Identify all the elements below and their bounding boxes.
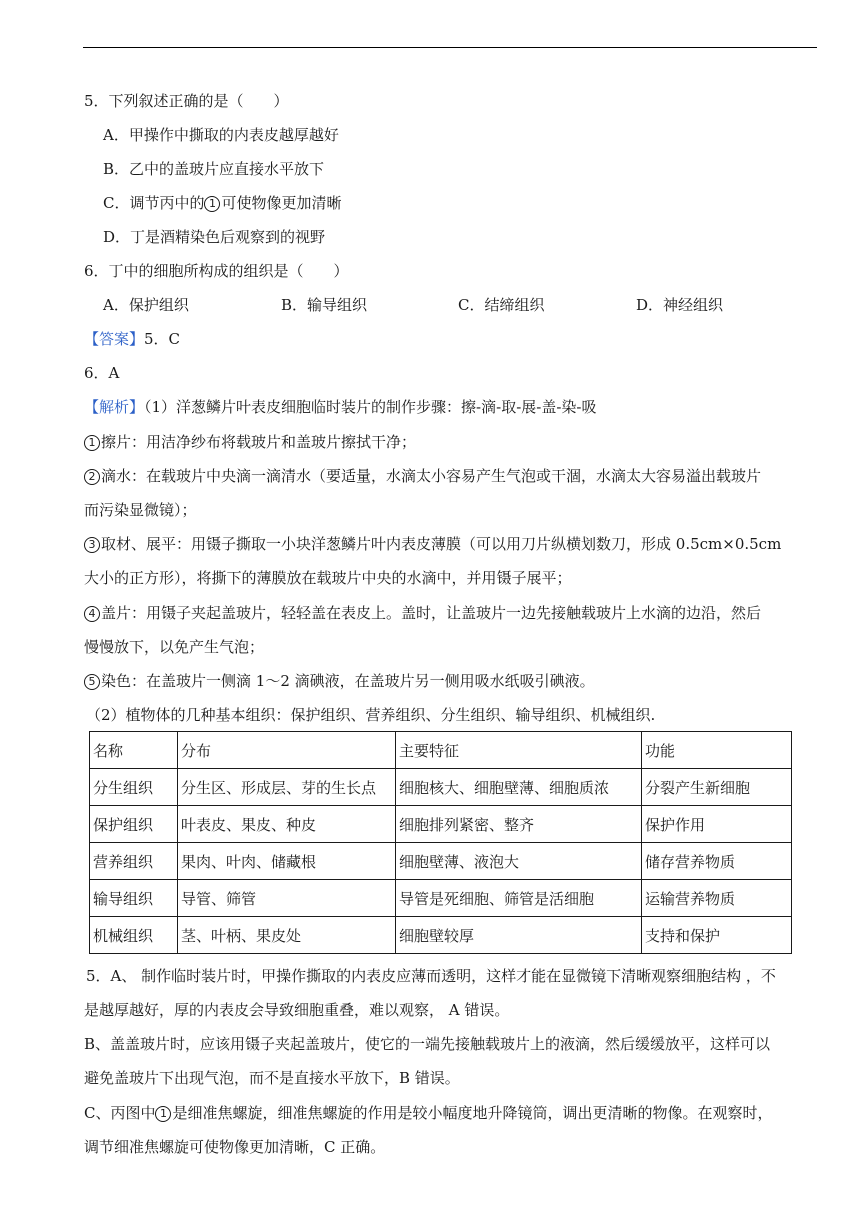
table-cell: 支持和保护 — [642, 917, 792, 954]
table-row — [90, 880, 792, 917]
answer-5: 5．C — [144, 330, 181, 348]
q5-option-c — [103, 193, 342, 213]
explain-c-line2: 调节细准焦螺旋可使物像更加清晰，C 正确。 — [84, 1138, 386, 1156]
table-cell: 分裂产生新细胞 — [642, 769, 792, 806]
q6-option-d: D．神经组织 — [636, 296, 724, 314]
table-cell: 运输营养物质 — [642, 880, 792, 917]
analysis-part2: （2）植物体的几种基本组织：保护组织、营养组织、分生组织、输导组织、机械组织. — [86, 706, 656, 724]
circled-number: 3 — [84, 537, 100, 553]
table-cell: 分生组织 — [90, 769, 178, 806]
step-text: 盖片：用镊子夹起盖玻片，轻轻盖在表皮上。盖时，让盖玻片一边先接触载玻片上水滴的边沿，然后 — [101, 604, 762, 622]
q5-option-a: A．甲操作中撕取的内表皮越厚越好 — [103, 126, 339, 144]
table-cell: 分生区、形成层、芽的生长点 — [178, 769, 396, 806]
circled-number: 4 — [84, 606, 100, 622]
table-cell: 叶表皮、果皮、种皮 — [178, 806, 396, 843]
q5-option-b: B．乙中的盖玻片应直接水平放下 — [103, 160, 325, 178]
table-cell: 导管、筛管 — [178, 880, 396, 917]
answer-tag: 【答案】 — [84, 330, 145, 348]
table-cell: 输导组织 — [90, 880, 178, 917]
circled-number: 2 — [84, 469, 100, 485]
explain-a-line1: 5．A、 制作临时装片时，甲操作撕取的内表皮应薄而透明，这样才能在显微镜下清晰观察细胞结构 ，不 — [86, 967, 776, 985]
q5-option-d: D．丁是酒精染色后观察到的视野 — [103, 228, 326, 246]
table-cell: 储存营养物质 — [642, 843, 792, 880]
header-rule — [83, 47, 817, 48]
q5-option-c-prefix: C．调节丙中的 — [103, 194, 205, 212]
analysis-intro — [84, 397, 596, 417]
table-row — [90, 917, 792, 954]
answer-line — [84, 329, 180, 349]
circled-number: 1 — [84, 435, 100, 451]
step-4 — [84, 603, 761, 623]
table-cell: 细胞排列紧密、整齐 — [396, 806, 642, 843]
answer-6: 6．A — [84, 364, 120, 382]
tissue-table — [89, 731, 792, 954]
q6-option-a: A．保护组织 — [103, 296, 189, 314]
explain-c-suffix: 是细准焦螺旋，细准焦螺旋的作用是较小幅度地升降镜筒，调出更清晰的物像。在观察时， — [172, 1104, 773, 1122]
step-text: 擦片：用洁净纱布将载玻片和盖玻片擦拭干净； — [101, 433, 417, 451]
analysis-tag: 【解析】 — [84, 398, 145, 416]
step-text: 取材、展平：用镊子撕取一小块洋葱鳞片叶内表皮薄膜（可以用刀片纵横划数刀，形成 0.5cm×0.5cm — [101, 535, 782, 553]
table-cell: 机械组织 — [90, 917, 178, 954]
table-cell: 果肉、叶肉、储藏根 — [178, 843, 396, 880]
explain-b-line1: B、盖盖玻片时，应该用镊子夹起盖玻片，使它的一端先接触载玻片上的液滴，然后缓缓放平，这样可以 — [84, 1035, 771, 1053]
explain-a-line2: 是越厚越好，厚的内表皮会导致细胞重叠，难以观察， A 错误。 — [84, 1001, 510, 1019]
step-2 — [84, 466, 761, 486]
step-2-cont: 而污染显微镜）； — [84, 501, 197, 519]
explain-c-line1 — [84, 1103, 773, 1123]
step-4-cont: 慢慢放下，以免产生气泡； — [84, 638, 265, 656]
table-row — [90, 806, 792, 843]
table-row — [90, 843, 792, 880]
table-cell: 茎、叶柄、果皮处 — [178, 917, 396, 954]
table-header-row — [90, 732, 792, 769]
table-cell: 细胞壁薄、液泡大 — [396, 843, 642, 880]
table-cell: 保护组织 — [90, 806, 178, 843]
analysis-intro-text: （1）洋葱鳞片叶表皮细胞临时装片的制作步骤：擦-滴-取-展-盖-染-吸 — [144, 398, 597, 416]
q5-option-c-suffix: 可使物像更加清晰 — [221, 194, 342, 212]
step-1 — [84, 432, 416, 452]
explain-b-line2: 避免盖玻片下出现气泡，而不是直接水平放下，B 错误。 — [84, 1069, 460, 1087]
table-header-cell: 分布 — [178, 732, 396, 769]
table-cell: 细胞壁较厚 — [396, 917, 642, 954]
table-cell: 导管是死细胞、筛管是活细胞 — [396, 880, 642, 917]
step-3 — [84, 534, 781, 554]
step-3-cont: 大小的正方形），将撕下的薄膜放在载玻片中央的水滴中，并用镊子展平； — [84, 569, 572, 587]
q6-option-b: B．输导组织 — [281, 296, 368, 314]
circled-number: 1 — [155, 1106, 171, 1122]
step-5 — [84, 671, 595, 691]
q6-stem: 6．丁中的细胞所构成的组织是（ ） — [84, 262, 349, 280]
q5-stem: 5．下列叙述正确的是（ ） — [84, 92, 289, 110]
table-cell: 保护作用 — [642, 806, 792, 843]
table-cell: 营养组织 — [90, 843, 178, 880]
table-cell: 细胞核大、细胞壁薄、细胞质浓 — [396, 769, 642, 806]
step-text: 染色：在盖玻片一侧滴 1～2 滴碘液，在盖玻片另一侧用吸水纸吸引碘液。 — [101, 672, 595, 690]
circled-number: 5 — [84, 674, 100, 690]
q6-option-c: C．结缔组织 — [458, 296, 545, 314]
table-row — [90, 769, 792, 806]
table-header-cell: 功能 — [642, 732, 792, 769]
step-text: 滴水：在载玻片中央滴一滴清水（要适量，水滴太小容易产生气泡或干涸，水滴太大容易溢出载玻片 — [101, 467, 762, 485]
circled-number: 1 — [204, 196, 220, 212]
table-header-cell: 主要特征 — [396, 732, 642, 769]
explain-c-prefix: C、丙图中 — [84, 1104, 156, 1122]
table-header-cell: 名称 — [90, 732, 178, 769]
